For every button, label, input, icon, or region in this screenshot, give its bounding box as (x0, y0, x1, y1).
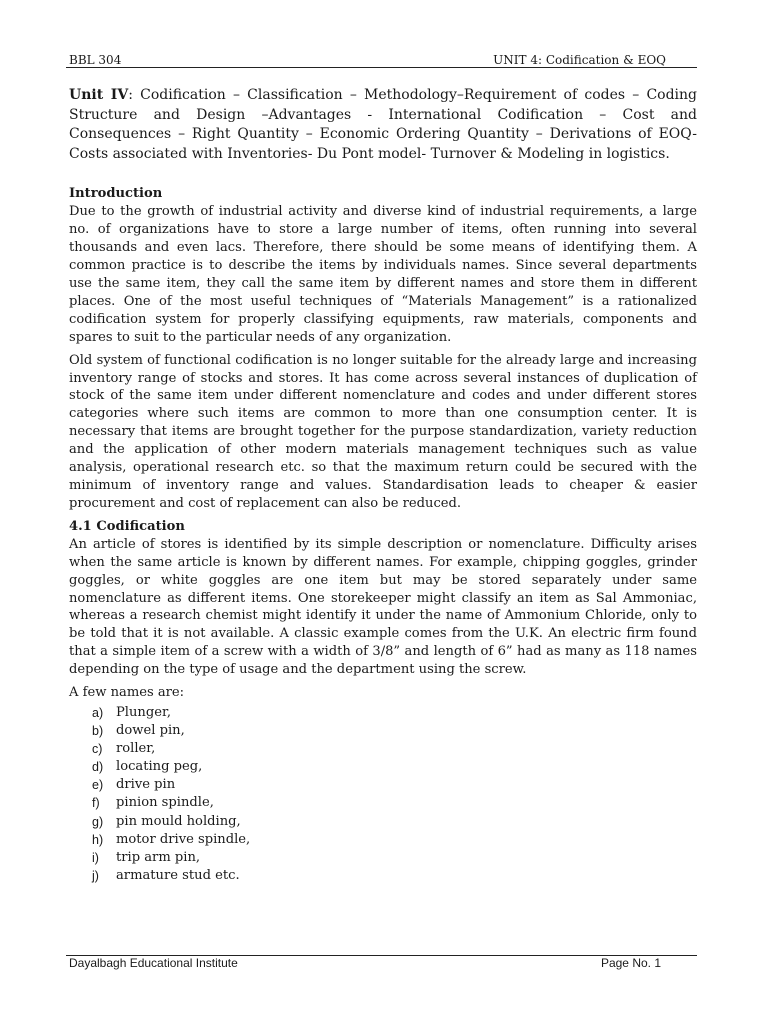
unit-topics: : Codification – Classification – Methodology–Requirement of codes – Coding Structure and Design –Advantages - International Codification – Cost and Consequences – Right Quantity – Economic Ordering Quantity – Derivations of EOQ-Costs associated with Inventories- Du Pont model- Turnover & Modeling in logistics. (69, 87, 697, 162)
list-marker: c) (92, 742, 103, 757)
list-item-text: armature stud etc. (116, 867, 240, 883)
list-intro: A few names are: (69, 685, 185, 701)
list-marker: e) (92, 778, 104, 793)
list-marker: g) (92, 814, 104, 829)
list-item (92, 704, 697, 722)
list-item-text: locating peg, (116, 759, 203, 775)
list-item-text: trip arm pin, (116, 849, 201, 865)
list-item-text: pinion spindle, (116, 795, 214, 811)
list-item (92, 867, 697, 885)
unit-title: UNIT 4: Codification & EOQ (493, 53, 666, 67)
page-number: Page No. 1 (600, 956, 661, 970)
introduction-paragraph-1: Due to the growth of industrial activity and diverse kind of industrial requirements, a large no. of organizations have to store a large number of items, often running into several thousands and even lacs. Therefore, there should be some means of identifying them. A common practice is to describe the items by individuals names. Since several departments use the same item, they call the same item by different names and store them in different places. One of the most useful techniques of “Materials Management” is a rationalized codification system for properly classifying equipments, raw materials, components and spares to suit to the particular needs of any organization. (69, 204, 697, 345)
list-item (92, 831, 697, 849)
list-marker: f) (92, 796, 100, 811)
page-footer (69, 955, 661, 971)
course-code: BBL 304 (69, 53, 122, 67)
codification-paragraph: An article of stores is identified by its simple description or nomenclature. Difficulty arises when the same article is known by different names. For example, chipping goggles, grinder goggles, or white goggles are one item but may be stored separately under same nomenclature as different items. One storekeeper might classify an item as Sal Ammoniac, whereas a research chemist might identify it under the name of Ammonium Chloride, only to be told that it is not available. A classic example comes from the U.K. An electric firm found that a simple item of a screw with a width of 3/8” and length of 6” had as many as 118 names depending on the type of usage and the department using the screw. (69, 536, 697, 678)
codification-heading: 4.1 Codification (69, 518, 185, 534)
list-marker: b) (92, 724, 104, 739)
list-item-text: pin mould holding, (116, 813, 241, 829)
list-item-text: drive pin (116, 777, 176, 793)
institute-name: Dayalbagh Educational Institute (69, 956, 238, 970)
list-item-text: Plunger, (116, 704, 171, 720)
list-item (92, 794, 697, 812)
page-content (69, 86, 697, 885)
list-marker: a) (92, 705, 104, 720)
list-item (92, 776, 697, 794)
list-marker: h) (92, 832, 104, 847)
list-marker: i) (92, 850, 99, 865)
list-item (92, 722, 697, 740)
page-header (69, 52, 699, 68)
list-item (92, 813, 697, 831)
list-item-text: roller, (116, 741, 156, 757)
unit-summary (69, 86, 697, 164)
list-marker: d) (92, 760, 104, 775)
unit-label: Unit IV (69, 87, 129, 103)
list-item (92, 740, 697, 758)
list-marker: j) (92, 868, 99, 883)
list-item-text: dowel pin, (116, 723, 185, 739)
introduction-heading: Introduction (69, 186, 163, 202)
header-rule (66, 67, 697, 68)
list-item (92, 758, 697, 776)
list-item (92, 849, 697, 867)
list-item-text: motor drive spindle, (116, 831, 251, 847)
names-list (69, 704, 697, 885)
introduction-paragraph-2: Old system of functional codification is no longer suitable for the already large and increasing inventory range of stocks and stores. It has come across several instances of duplication of stock of the same item under different nomenclature and codes and under different stores categories where such items are common to more than one consumption center. It is necessary that items are brought together for the purpose standardization, variety reduction and the application of other modern materials management techniques such as value analysis, operational research etc. so that the maximum return could be secured with the minimum of inventory range and values. Standardisation leads to cheaper & easier procurement and cost of replacement can also be reduced. (69, 352, 697, 511)
